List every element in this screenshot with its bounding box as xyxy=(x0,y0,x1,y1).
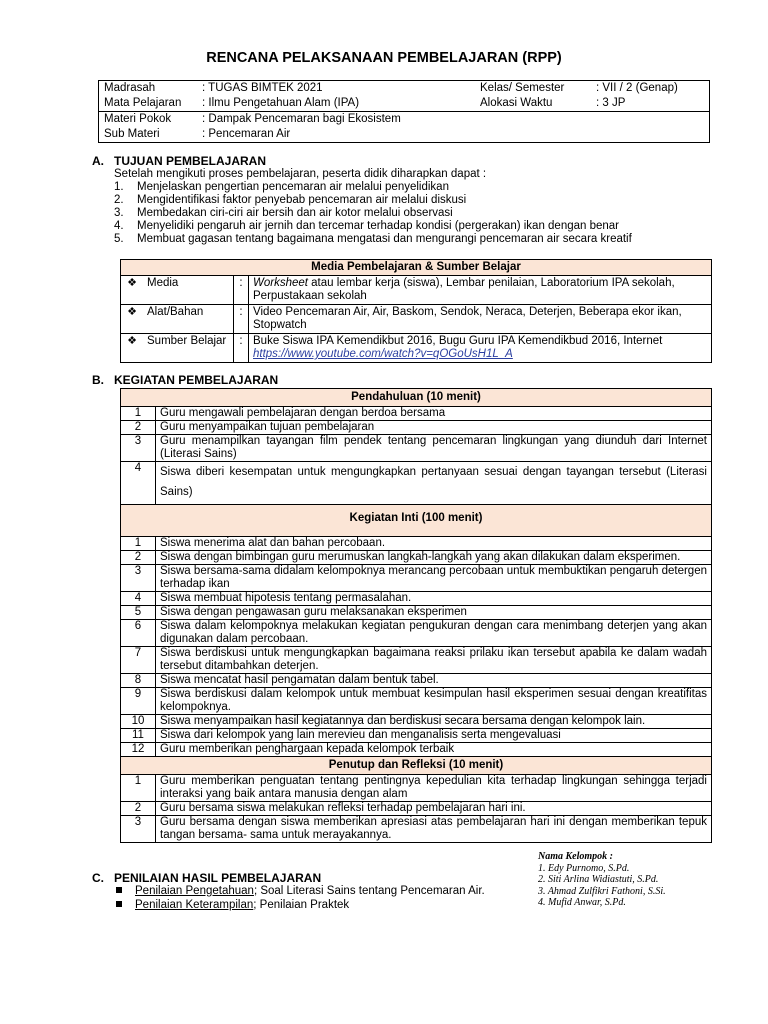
table-row xyxy=(121,592,712,606)
row-text: Siswa dengan pengawasan guru melaksanakan eksperimen xyxy=(156,606,712,620)
row-text: Siswa bersama-sama didalam kelompoknya merancang percobaan untuk membuktikan pengaruh detergen terhadap ikan xyxy=(156,565,712,592)
item-number: 3. xyxy=(114,207,124,219)
assessment-item xyxy=(114,884,485,898)
row-text: Siswa dalam kelompoknya melakukan kegiatan pengukuran dengan cara menimbang deterjen yang akan digunakan dalam percobaan. xyxy=(156,620,712,647)
row-number: 2 xyxy=(121,802,156,816)
media-header: Media Pembelajaran & Sumber Belajar xyxy=(121,260,712,276)
item-text: Menyelidiki pengaruh air jernih dan tercemar terhadap kondisi (pergerakan) ikan dengan benar xyxy=(137,220,620,232)
pendahuluan-header: Pendahuluan (10 menit) xyxy=(121,389,712,407)
row-text: Guru menampilkan tayangan film pendek tentang pencemaran lingkungan yang diunduh dari Internet (Literasi Sains) xyxy=(156,435,712,462)
sumber-value xyxy=(249,334,712,363)
assessment-key: Penilaian Pengetahuan xyxy=(135,885,254,897)
row-number: 3 xyxy=(121,816,156,843)
objective-item xyxy=(114,181,632,194)
row-number: 5 xyxy=(121,606,156,620)
assessment-key: Penilaian Keterampilan xyxy=(135,899,254,911)
row-number: 2 xyxy=(121,421,156,435)
row-text: Guru mengawali pembelajaran dengan berdoa bersama xyxy=(156,407,712,421)
media-table xyxy=(120,259,712,363)
section-letter: B. xyxy=(92,373,104,387)
row-text: Guru menyampaikan tujuan pembelajaran xyxy=(156,421,712,435)
objectives-list xyxy=(114,181,632,246)
table-row xyxy=(121,551,712,565)
item-text: Menjelaskan pengertian pencemaran air melalui penyelidikan xyxy=(137,181,449,193)
sumber-label: Sumber Belajar xyxy=(143,334,234,363)
assessment-value: ; Penilaian Praktek xyxy=(253,899,350,911)
inti-header: Kegiatan Inti (100 menit) xyxy=(121,505,712,537)
section-c-heading xyxy=(92,871,321,885)
madrasah-value: : TUGAS BIMTEK 2021 xyxy=(202,82,323,94)
item-text: Membedakan ciri-ciri air bersih dan air kotor melalui observasi xyxy=(137,207,453,219)
media-label: Media xyxy=(143,276,234,305)
row-text: Siswa dari kelompok yang lain merevieu dan menganalisis serta mengevaluasi xyxy=(156,729,712,743)
table-row xyxy=(121,462,712,505)
alat-value: Video Pencemaran Air, Air, Baskom, Sendok, Neraca, Deterjen, Beberapa ekor ikan, Stopwatch xyxy=(249,305,712,334)
row-text: Siswa berdiskusi untuk mengungkapkan bagaimana reaksi prilaku ikan tersebut apabila ke dalam wadah tersebut ditambahkan deterjen. xyxy=(156,647,712,674)
colon: : xyxy=(234,305,249,334)
phase-header-row xyxy=(121,505,712,537)
row-text: Guru memberikan penguatan tentang pentingnya kepedulian kita terhadap lingkungan sehingga terjadi interaksi yang baik antara manusia dengan alam xyxy=(156,775,712,802)
table-row xyxy=(121,647,712,674)
media-text: atau lembar kerja (siswa), Lembar penilaian, Laboratorium IPA sekolah, Perpustakaan sekolah xyxy=(253,277,675,302)
table-row xyxy=(121,715,712,729)
objective-item xyxy=(114,194,632,207)
diamond-bullet-icon: ❖ xyxy=(121,334,144,363)
assessment-value: ; Soal Literasi Sains tentang Pencemaran Air. xyxy=(253,885,485,897)
section-letter: C. xyxy=(92,871,104,885)
item-number: 1. xyxy=(114,181,124,193)
row-number: 1 xyxy=(121,407,156,421)
table-row xyxy=(121,606,712,620)
section-title: TUJUAN PEMBELAJARAN xyxy=(114,154,267,168)
media-header-row xyxy=(121,260,712,276)
row-number: 3 xyxy=(121,565,156,592)
row-number: 8 xyxy=(121,674,156,688)
table-row xyxy=(121,816,712,843)
penutup-header: Penutup dan Refleksi (10 menit) xyxy=(121,757,712,775)
member-name: 2. Siti Arlina Widiastuti, S.Pd. xyxy=(538,874,659,885)
row-text: Siswa menyampaikan hasil kegiatannya dan berdiskusi secara bersama dengan kelompok lain. xyxy=(156,715,712,729)
section-title: KEGIATAN PEMBELAJARAN xyxy=(114,373,279,387)
row-text: Siswa mencatat hasil pengamatan dalam bentuk tabel. xyxy=(156,674,712,688)
table-row xyxy=(121,407,712,421)
table-row xyxy=(121,729,712,743)
square-bullet-icon xyxy=(116,901,122,907)
media-value xyxy=(249,276,712,305)
media-row xyxy=(121,334,712,363)
row-text: Guru memberikan penghargaan kepada kelompok terbaik xyxy=(156,743,712,757)
row-text: Guru bersama dengan siswa memberikan apresiasi atas pembelajaran hari ini dengan memberikan tepuk tangan bersama- sama untuk merayakannya. xyxy=(156,816,712,843)
activities-table xyxy=(120,388,712,843)
alokasi-label: Alokasi Waktu xyxy=(480,97,553,109)
members-heading: Nama Kelompok : xyxy=(538,851,613,862)
row-number: 4 xyxy=(121,462,156,505)
colon: : xyxy=(234,276,249,305)
row-text: Siswa diberi kesempatan untuk mengungkapkan pertanyaan sesuai dengan tayangan tersebut (Literasi Sains) xyxy=(156,462,712,505)
row-number: 2 xyxy=(121,551,156,565)
diamond-bullet-icon: ❖ xyxy=(121,305,144,334)
item-text: Mengidentifikasi faktor penyebab pencemaran air melalui diskusi xyxy=(137,194,467,206)
item-number: 4. xyxy=(114,220,124,232)
row-number: 6 xyxy=(121,620,156,647)
row-number: 1 xyxy=(121,537,156,551)
diamond-bullet-icon: ❖ xyxy=(121,276,144,305)
mapel-value: : Ilmu Pengetahuan Alam (IPA) xyxy=(202,97,360,109)
youtube-link[interactable]: https://www.youtube.com/watch?v=qOGoUsH1L_A xyxy=(253,348,513,360)
row-text: Siswa dengan bimbingan guru merumuskan langkah-langkah yang akan dilakukan dalam eksperimen. xyxy=(156,551,712,565)
item-number: 2. xyxy=(114,194,124,206)
table-row xyxy=(121,674,712,688)
table-row xyxy=(121,688,712,715)
row-number: 11 xyxy=(121,729,156,743)
row-number: 12 xyxy=(121,743,156,757)
row-number: 7 xyxy=(121,647,156,674)
colon: : xyxy=(234,334,249,363)
row-text: Guru bersama siswa melakukan refleksi terhadap pembelajaran hari ini. xyxy=(156,802,712,816)
row-number: 4 xyxy=(121,592,156,606)
madrasah-label: Madrasah xyxy=(104,82,156,94)
info-table xyxy=(98,80,710,143)
materi-value: : Dampak Pencemaran bagi Ekosistem xyxy=(197,112,710,128)
worksheet-term: Worksheet xyxy=(253,277,308,289)
table-row xyxy=(121,620,712,647)
assessment-list xyxy=(114,884,485,912)
group-members xyxy=(538,851,666,909)
section-a-heading xyxy=(92,154,266,168)
objective-item xyxy=(114,207,632,220)
media-row xyxy=(121,276,712,305)
table-row xyxy=(121,421,712,435)
row-text: Siswa menerima alat dan bahan percobaan. xyxy=(156,537,712,551)
sub-materi-label: Sub Materi xyxy=(104,128,160,140)
table-row xyxy=(121,565,712,592)
row-text: Siswa membuat hipotesis tentang permasalahan. xyxy=(156,592,712,606)
item-number: 5. xyxy=(114,233,124,245)
document-title: RENCANA PELAKSANAAN PEMBELAJARAN (RPP) xyxy=(206,50,562,66)
info-row xyxy=(99,127,710,143)
kelas-label: Kelas/ Semester xyxy=(480,82,565,94)
objective-item xyxy=(114,220,632,233)
item-text: Membuat gagasan tentang bagaimana mengatasi dan mengurangi pencemaran air secara kreatif xyxy=(137,233,632,245)
row-number: 1 xyxy=(121,775,156,802)
alat-label: Alat/Bahan xyxy=(143,305,234,334)
section-title: PENILAIAN HASIL PEMBELAJARAN xyxy=(114,871,322,885)
objective-item xyxy=(114,233,632,246)
info-row xyxy=(99,96,710,112)
table-row xyxy=(121,775,712,802)
table-row xyxy=(121,435,712,462)
info-row xyxy=(99,112,710,128)
table-row xyxy=(121,743,712,757)
phase-header-row xyxy=(121,757,712,775)
media-row xyxy=(121,305,712,334)
row-text: Siswa berdiskusi dalam kelompok untuk membuat kesimpulan hasil eksperimen sesuai dengan kreatifitas kelompoknya. xyxy=(156,688,712,715)
table-row xyxy=(121,802,712,816)
materi-label: Materi Pokok xyxy=(99,112,198,128)
alokasi-value: : 3 JP xyxy=(596,97,626,109)
phase-header-row xyxy=(121,389,712,407)
info-row xyxy=(99,81,710,97)
mapel-label: Mata Pelajaran xyxy=(104,97,182,109)
member-name: 1. Edy Purnomo, S.Pd. xyxy=(538,862,630,874)
table-row xyxy=(121,537,712,551)
sub-materi-value: : Pencemaran Air xyxy=(202,128,291,140)
member-name: 3. Ahmad Zulfikri Fathoni, S.Si. xyxy=(538,885,666,897)
objectives-intro: Setelah mengikuti proses pembelajaran, peserta didik diharapkan dapat : xyxy=(114,168,487,180)
section-b-heading xyxy=(92,373,278,387)
assessment-item xyxy=(114,898,485,912)
row-number: 3 xyxy=(121,435,156,462)
kelas-value: : VII / 2 (Genap) xyxy=(596,82,678,94)
square-bullet-icon xyxy=(116,887,122,893)
member-name: 4. Mufid Anwar, S.Pd. xyxy=(538,897,626,908)
row-number: 10 xyxy=(121,715,156,729)
row-number: 9 xyxy=(121,688,156,715)
section-letter: A. xyxy=(92,154,104,168)
sumber-text: Buke Siswa IPA Kemendikbut 2016, Bugu Guru IPA Kemendikbud 2016, Internet xyxy=(253,335,663,347)
